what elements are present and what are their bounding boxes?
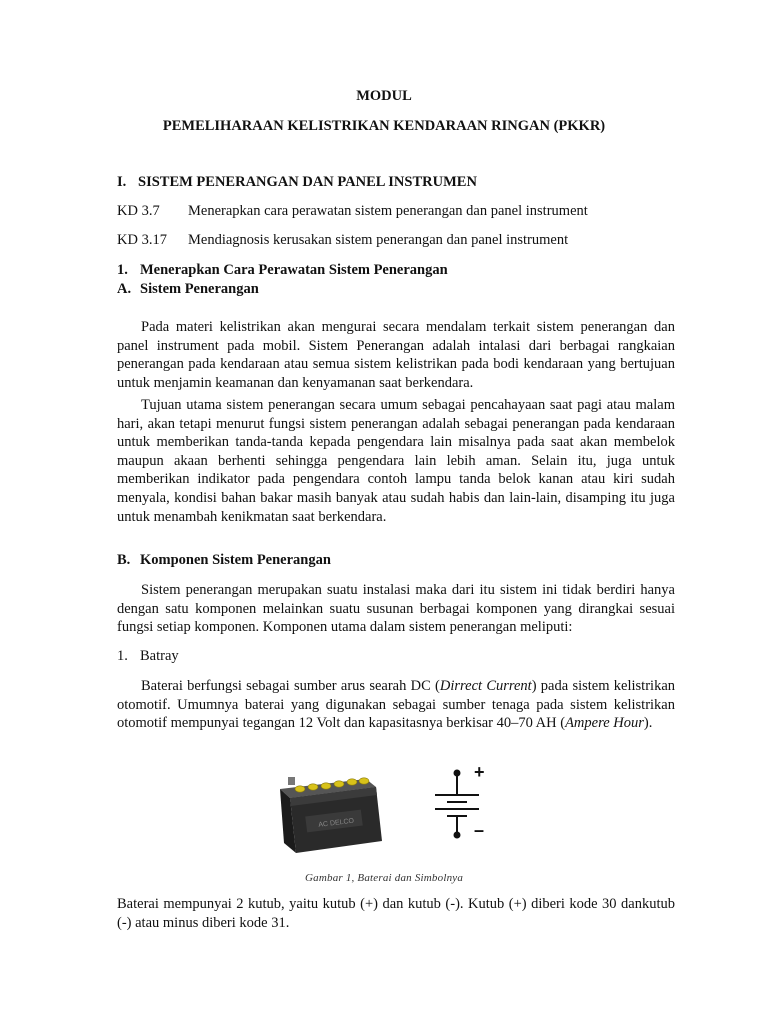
text-run: ) pada sistem kelistrikan otomotif. Umumnya baterai yang digunakan sebagai sumber tenaga pada sistem kelistrikan otomotif mempunyai tegangan 12 Volt dan kapasitasnya berkisar 40–70 AH ( — [117, 678, 675, 732]
list-number: 1. — [117, 648, 128, 664]
section-number: I. — [117, 174, 127, 190]
paragraph: Pada materi kelistrikan akan mengurai secara mendalam terkait sistem penerangan dan panel instrument pada mobil. Sistem Penerangan adalah intalasi dari berbagai rangkaian penerangan pada kendaraan atau semua sistem kelistrikan pada bodi kendaraan yang bertujuan untuk menjamin keamanan dan kenyamanan saat berkendara. — [117, 319, 675, 391]
text-run-italic: Dirrect Current — [439, 678, 532, 694]
subsection-number: 1. — [117, 262, 128, 278]
paragraph: Baterai mempunyai 2 kutub, yaitu kutub (+) dan kutub (-). Kutub (+) diberi kode 30 dankutub (-) atau minus diberi kode 31. — [117, 896, 675, 931]
module-title: MODUL — [356, 88, 412, 104]
figure-caption: Gambar 1, Baterai dan Simbolnya — [305, 872, 464, 884]
subsection-letter: B. — [117, 552, 131, 568]
paragraph — [117, 677, 675, 733]
paragraph: Tujuan utama sistem penerangan secara umum sebagai pencahayaan saat pagi atau malam hari, akan tetapi menurut fungsi sistem penerangan adalah sebagai penerangan pada kendaraan untuk memberikan tanda-tanda kepada pengendara lain misalnya pada saat akan membelok maupun akaan berhenti sehingga pengendara lain lebih aman. Selain itu, juga untuk memberikan indikator pada pengendara contoh lampu tanda belok kanan atau kiri sudah menyala, kondisi bahan bakar masih banyak atau sudah habis dan lain-lain, disamping itu juga untuk menambah kenikmatan saat berkendara. — [117, 397, 675, 525]
kd-description: Mendiagnosis kerusakan sistem penerangan dan panel instrument — [188, 232, 569, 248]
subsection-letter: A. — [117, 281, 132, 297]
text-run: Baterai berfungsi sebagai sumber arus searah DC ( — [141, 678, 440, 694]
list-item: Batray — [140, 648, 179, 664]
battery-figure — [270, 765, 500, 870]
svg-text:AC DELCO: AC DELCO — [317, 817, 355, 829]
subsection-heading: Menerapkan Cara Perawatan Sistem Penerangan — [140, 262, 448, 278]
kd-code: KD 3.17 — [117, 232, 167, 248]
subsection-heading: Komponen Sistem Penerangan — [140, 552, 331, 568]
plus-label: + — [474, 762, 485, 782]
text-run-italic: Ampere Hour — [565, 715, 644, 732]
kd-code: KD 3.7 — [117, 203, 160, 219]
section-heading: SISTEM PENERANGAN DAN PANEL INSTRUMEN — [138, 174, 477, 190]
minus-label: – — [474, 820, 485, 840]
module-subtitle: PEMELIHARAAN KELISTRIKAN KENDARAAN RINGAN (PKKR) — [162, 118, 606, 134]
battery-symbol — [435, 771, 479, 838]
subsection-heading: Sistem Penerangan — [140, 281, 259, 297]
paragraph: Sistem penerangan merupakan suatu instalasi maka dari itu sistem ini tidak berdiri hanya dengan satu komponen melainkan suatu susunan berbagai komponen yang dirangkai sesuai fungsi setiap komponen. Komponen utama dalam sistem penerangan meliputi: — [117, 582, 675, 636]
battery-image — [280, 777, 382, 853]
kd-description: Menerapkan cara perawatan sistem penerangan dan panel instrument — [188, 203, 588, 219]
text-run: ). — [643, 715, 653, 732]
